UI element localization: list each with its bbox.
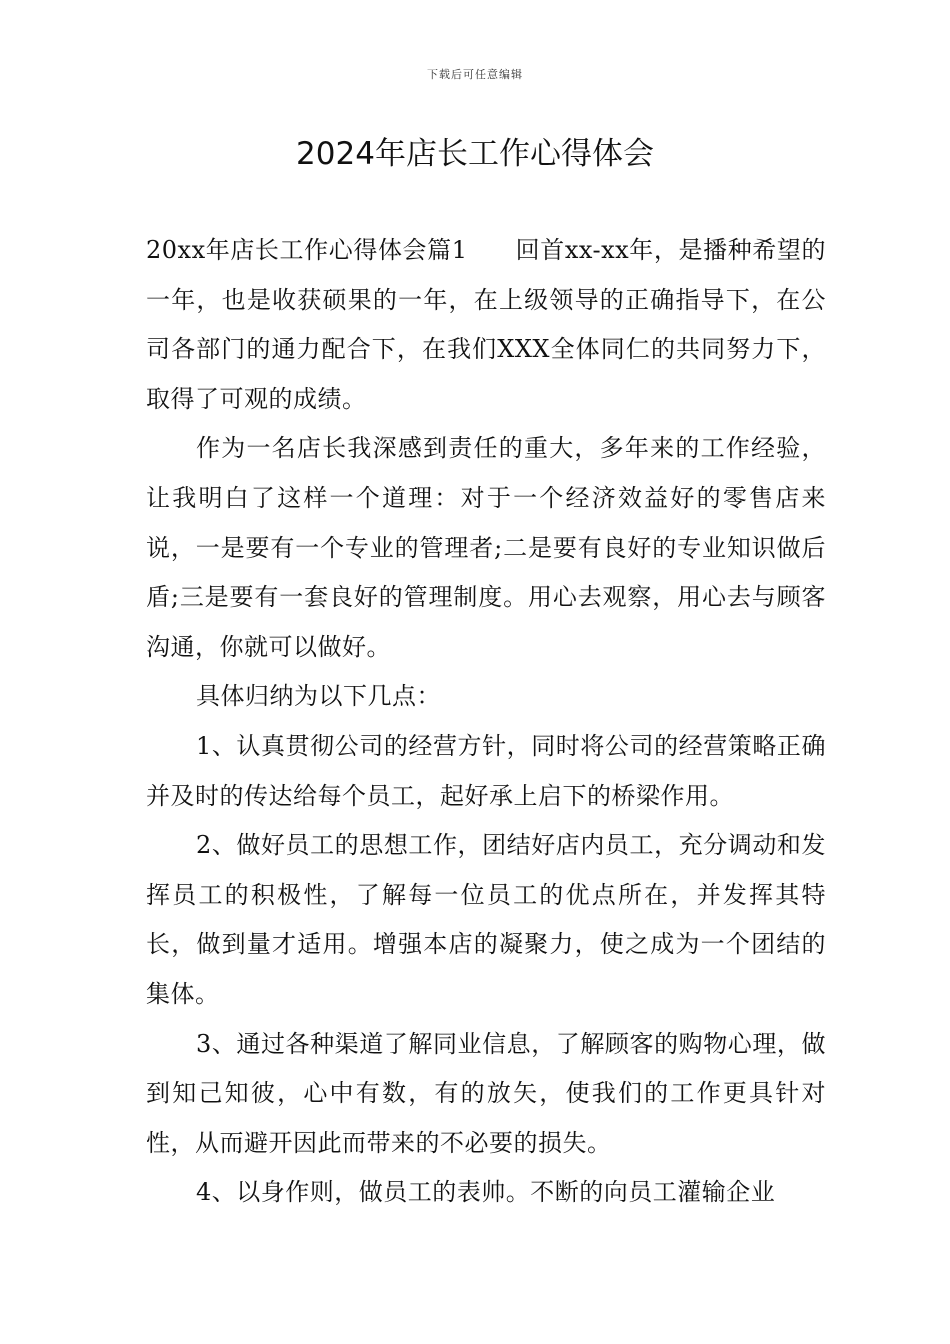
paragraph: 3、通过各种渠道了解同业信息，了解顾客的购物心理，做到知己知彼，心中有数，有的放矢，使我们的工作更具针对性，从而避开因此而带来的不必要的损失。 xyxy=(146,1029,826,1157)
paragraph: 作为一名店长我深感到责任的重大，多年来的工作经验，让我明白了这样一个道理：对于一个经济效益好的零售店来说，一是要有一个专业的管理者;二是要有良好的专业知识做后盾;三是要有一套良好的管理制度。用心去观察，用心去与顾客沟通，你就可以做好。 xyxy=(146,434,826,661)
paragraph: 4、以身作则，做员工的表帅。不断的向员工灌输企业 xyxy=(196,1178,776,1207)
paragraph-intro xyxy=(146,226,826,424)
section-heading: 20xx年店长工作心得体会篇1 xyxy=(146,236,468,264)
paragraph: 1、认真贯彻公司的经营方针，同时将公司的经营策略正确并及时的传达给每个员工，起好承上启下的桥梁作用。 xyxy=(146,731,826,810)
paragraph: 2、做好员工的思想工作，团结好店内员工，充分调动和发挥员工的积极性，了解每一位员工的优点所在，并发挥其特长，做到量才适用。增强本店的凝聚力，使之成为一个团结的集体。 xyxy=(146,831,826,1008)
paragraph: 具体归纳为以下几点： xyxy=(196,682,441,711)
document-body xyxy=(146,226,826,1218)
page-title: 2024年店长工作心得体会 xyxy=(296,136,654,172)
intro-text: 回首xx-xx年，是播种希望的一年，也是收获硕果的一年，在上级领导的正确指导下，在公司各部门的通力配合下，在我们XXX全体同仁的共同努力下，取得了可观的成绩。 xyxy=(146,236,826,413)
header-note: 下载后可任意编辑 xyxy=(427,68,523,81)
